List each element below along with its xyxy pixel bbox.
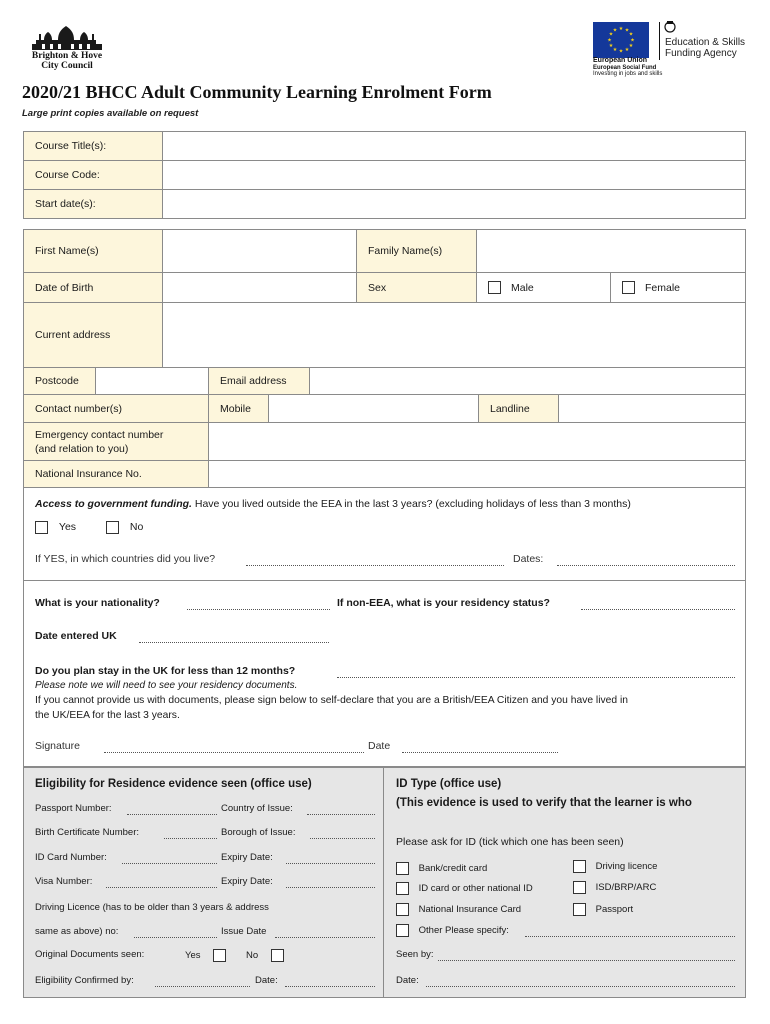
emergency-label-line1: Emergency contact number: [35, 428, 164, 441]
seen-by-field[interactable]: [438, 960, 735, 961]
nationality-label: What is your nationality?: [35, 597, 160, 609]
svg-text:★: ★: [612, 47, 618, 53]
email-label: Email address: [209, 368, 310, 395]
visa-expiry-label: Expiry Date:: [221, 876, 273, 887]
originals-yes-checkbox[interactable]: [213, 949, 226, 962]
svg-text:★: ★: [628, 43, 634, 49]
funding-question: [35, 498, 631, 510]
landline-field[interactable]: [559, 395, 745, 423]
eu-caption-line3: Investing in jobs and skills: [593, 71, 663, 77]
svg-text:★: ★: [624, 27, 630, 34]
esfa-name-line1: Education & Skills: [665, 37, 746, 48]
borough-issue-field[interactable]: [310, 838, 375, 839]
page-title: 2020/21 BHCC Adult Community Learning Enrolment Form: [22, 82, 492, 102]
national-id-checkbox[interactable]: [396, 882, 409, 895]
id-option-bank-card[interactable]: [396, 862, 487, 875]
office-use-divider: [383, 768, 384, 997]
office-use-section: [23, 767, 746, 998]
declaration-line1: If you cannot provide us with documents, please sign below to self-declare that you are a British/EEA Citizen and you have lived in: [35, 695, 628, 706]
confirmed-date-field[interactable]: [285, 986, 375, 987]
funding-question-note: (excluding holidays of less than 3 months): [435, 498, 631, 510]
council-name: [22, 51, 112, 71]
page-subtitle: Large print copies available on request: [22, 108, 199, 119]
id-expiry-field[interactable]: [286, 863, 375, 864]
female-checkbox[interactable]: [622, 281, 635, 294]
id-ask-label: Please ask for ID (tick which one has been seen): [396, 836, 624, 848]
passport-field[interactable]: [127, 814, 217, 815]
country-issue-field[interactable]: [307, 814, 375, 815]
id-option-isd-brp[interactable]: [573, 881, 656, 894]
funding-question-bold: Access to government funding.: [35, 498, 192, 510]
postcode-label: Postcode: [24, 368, 96, 395]
royal-crest-icon: [663, 20, 677, 34]
start-date-field[interactable]: [163, 190, 745, 218]
other-label: Other Please specify:: [418, 925, 509, 937]
svg-text:★: ★: [628, 31, 634, 38]
id-option-national-id[interactable]: [396, 882, 533, 895]
visa-field[interactable]: [106, 887, 217, 888]
emergency-label-line2: (and relation to you): [35, 442, 129, 455]
passport-checkbox[interactable]: [573, 903, 586, 916]
id-type-heading: ID Type (office use): [396, 778, 502, 790]
licence-label: Driving Licence (has to be older than 3 years & address: [35, 902, 269, 913]
landline-label: Landline: [479, 395, 559, 423]
emergency-label: [24, 423, 209, 461]
residency-status-field[interactable]: [581, 609, 735, 610]
seen-by-label: Seen by:: [396, 949, 434, 960]
date-entered-label: Date entered UK: [35, 630, 117, 642]
signature-date-field[interactable]: [402, 752, 558, 753]
eu-caption-line1: European Union: [593, 57, 648, 64]
passport-label: Passport Number:: [35, 803, 112, 814]
id-date-field[interactable]: [426, 986, 735, 987]
svg-text:★: ★: [608, 43, 614, 49]
licence-number-label: same as above) no:: [35, 926, 119, 937]
birth-cert-label: Birth Certificate Number:: [35, 827, 140, 838]
funding-no-checkbox[interactable]: [106, 521, 119, 534]
id-card-field[interactable]: [122, 863, 217, 864]
isd-brp-checkbox[interactable]: [573, 881, 586, 894]
svg-text:★: ★: [608, 31, 614, 38]
funding-question-text: Have you lived outside the EEA in the last 3 years?: [194, 498, 433, 510]
signature-date-label: Date: [368, 740, 391, 752]
bank-card-checkbox[interactable]: [396, 862, 409, 875]
email-field[interactable]: [310, 368, 745, 395]
ni-card-label: National Insurance Card: [418, 904, 522, 916]
residency-status-label: If non-EEA, what is your residency status?: [337, 597, 550, 609]
signature-field[interactable]: [104, 752, 364, 753]
svg-text:★: ★: [618, 48, 624, 55]
eligibility-heading: Eligibility for Residence evidence seen (office use): [35, 778, 312, 790]
confirmed-by-label: Eligibility Confirmed by:: [35, 975, 134, 986]
female-label: Female: [645, 281, 681, 294]
nationality-field[interactable]: [187, 609, 330, 610]
course-code-field[interactable]: [163, 161, 745, 190]
course-section: [23, 131, 746, 219]
signature-label: Signature: [35, 740, 80, 752]
birth-cert-field[interactable]: [164, 838, 217, 839]
mobile-label: Mobile: [209, 395, 269, 423]
eu-flag-icon: [593, 22, 649, 58]
id-option-other[interactable]: [396, 924, 509, 937]
sex-female-option[interactable]: [611, 273, 745, 303]
council-name-line1: Brighton & Hove: [31, 51, 103, 61]
countries-label: If YES, in which countries did you live?: [35, 553, 216, 565]
originals-yes-label: Yes: [185, 950, 201, 962]
other-checkbox[interactable]: [396, 924, 409, 937]
contact-label: Contact number(s): [24, 395, 209, 423]
ni-field[interactable]: [209, 461, 745, 487]
personal-details-section: [23, 229, 746, 488]
sex-label: Sex: [357, 273, 477, 303]
visa-expiry-field[interactable]: [286, 887, 375, 888]
countries-dates-field[interactable]: [557, 565, 735, 566]
family-name-field[interactable]: [477, 230, 745, 273]
driving-licence-label: Driving licence: [595, 861, 658, 873]
funding-yes-label: Yes: [58, 521, 77, 534]
sex-male-option[interactable]: [477, 273, 611, 303]
mobile-field[interactable]: [269, 395, 479, 423]
first-name-label: First Name(s): [24, 230, 163, 273]
id-option-driving-licence[interactable]: [573, 860, 657, 873]
bank-card-label: Bank/credit card: [418, 863, 488, 875]
originals-no-label: No: [246, 950, 259, 962]
id-expiry-label: Expiry Date:: [221, 852, 273, 863]
council-name-line2: City Council: [41, 61, 93, 71]
course-title-label: Course Title(s):: [24, 132, 163, 161]
address-label: Current address: [24, 303, 163, 368]
id-option-ni-card[interactable]: [396, 903, 521, 916]
id-option-passport[interactable]: [573, 903, 633, 916]
funding-yes-checkbox[interactable]: [35, 521, 48, 534]
passport-option-label: Passport: [595, 904, 634, 916]
date-entered-field[interactable]: [139, 642, 329, 643]
plan-stay-label: Do you plan stay in the UK for less than 12 months?: [35, 665, 296, 677]
funding-no-option[interactable]: [106, 521, 143, 534]
svg-text:★: ★: [624, 47, 630, 53]
svg-text:★: ★: [607, 37, 612, 44]
countries-dates-label: Dates:: [513, 553, 544, 565]
driving-licence-checkbox[interactable]: [573, 860, 586, 873]
svg-text:★: ★: [612, 27, 618, 34]
plan-stay-field[interactable]: [337, 677, 735, 678]
borough-issue-label: Borough of Issue:: [221, 827, 296, 838]
male-label: Male: [511, 281, 534, 294]
eu-caption-line2: European Social Fund: [593, 64, 657, 71]
id-card-label: ID Card Number:: [35, 852, 107, 863]
course-code-label: Course Code:: [24, 161, 163, 190]
national-id-label: ID card or other national ID: [418, 883, 533, 895]
address-field[interactable]: [163, 303, 745, 368]
isd-brp-label: ISD/BRP/ARC: [595, 882, 657, 894]
visa-label: Visa Number:: [35, 876, 93, 887]
country-issue-label: Country of Issue:: [221, 803, 293, 814]
postcode-field[interactable]: [96, 368, 209, 395]
esfa-divider: [659, 22, 660, 60]
start-date-label: Start date(s):: [24, 190, 163, 218]
licence-number-field[interactable]: [134, 937, 217, 938]
male-checkbox[interactable]: [488, 281, 501, 294]
svg-text:★: ★: [618, 26, 624, 32]
residency-note: Please note we will need to see your residency documents.: [35, 680, 298, 691]
originals-no-checkbox[interactable]: [271, 949, 284, 962]
eu-caption: [593, 58, 663, 78]
residency-section: [23, 488, 746, 767]
confirmed-by-field[interactable]: [155, 986, 250, 987]
ni-card-checkbox[interactable]: [396, 903, 409, 916]
ni-label: National Insurance No.: [24, 461, 209, 487]
id-type-subheading: (This evidence is used to verify that the learner is who: [396, 797, 692, 809]
section-divider: [24, 580, 745, 581]
originals-label: Original Documents seen:: [35, 949, 145, 960]
countries-field[interactable]: [246, 565, 504, 566]
course-title-field[interactable]: [163, 132, 745, 161]
confirmed-date-label: Date:: [255, 975, 278, 986]
funding-yes-option[interactable]: [35, 521, 76, 534]
licence-issue-label: Issue Date: [221, 926, 267, 937]
dob-field[interactable]: [163, 273, 357, 303]
originals-no-option[interactable]: [246, 949, 284, 962]
esfa-name-line2: Funding Agency: [665, 48, 737, 59]
first-name-field[interactable]: [163, 230, 357, 273]
esfa-name: [665, 37, 745, 59]
originals-yes-option[interactable]: [185, 949, 226, 962]
id-date-label: Date:: [396, 975, 419, 986]
funding-no-label: No: [129, 521, 144, 534]
licence-issue-field[interactable]: [275, 937, 375, 938]
other-specify-field[interactable]: [525, 936, 735, 937]
family-name-label: Family Name(s): [357, 230, 477, 273]
declaration-line2: the UK/EEA for the last 3 years.: [35, 710, 180, 721]
svg-text:★: ★: [630, 37, 635, 44]
emergency-field[interactable]: [209, 423, 745, 461]
dob-label: Date of Birth: [24, 273, 163, 303]
